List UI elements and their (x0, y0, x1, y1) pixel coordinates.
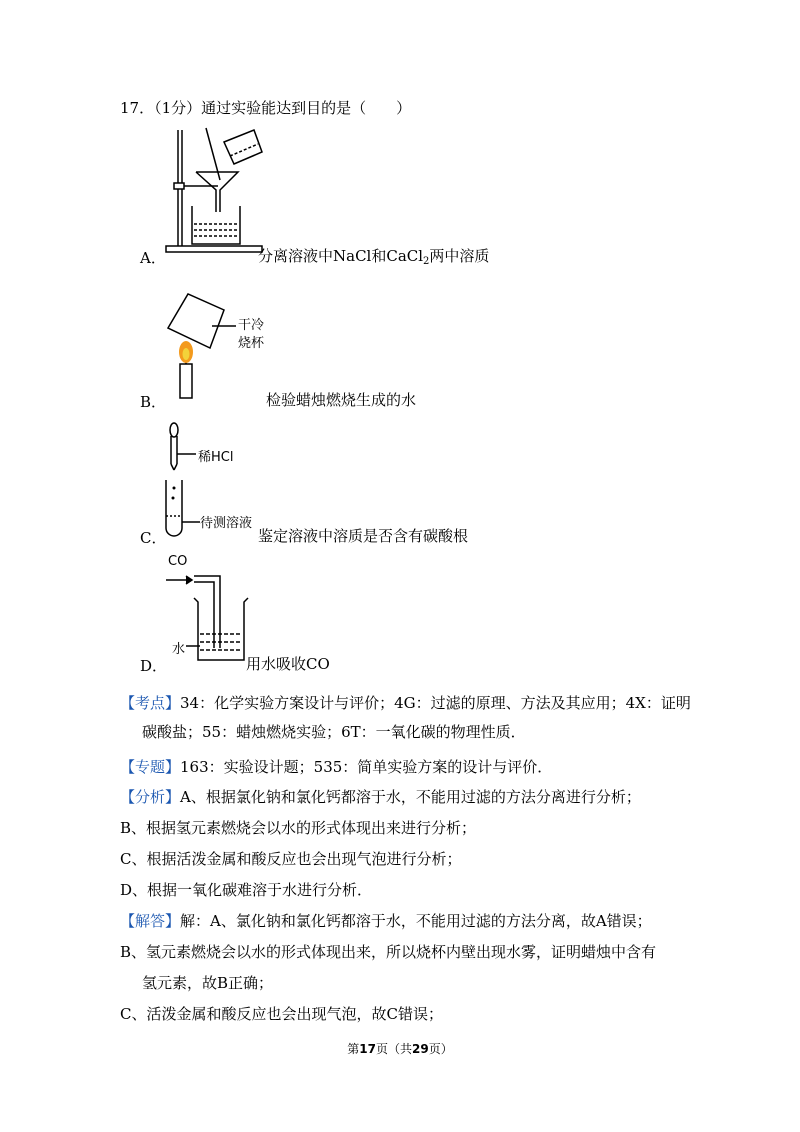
question-stem (120, 98, 411, 118)
question-score: （1分） (154, 99, 202, 117)
option-b-label-line2: 烧杯 (238, 336, 265, 351)
fenxi-line1: 【分析】A、根据氯化钠和氯化钙都溶于水，不能用过滤的方法分离进行分析； (120, 788, 641, 806)
option-b-caption: 检验蜡烛燃烧生成的水 (266, 391, 417, 409)
jieda-line4: C、活泼金属和酸反应也会出现气泡，故C错误； (120, 1005, 443, 1023)
fenxi-line4: D、根据一氧化碳难溶于水进行分析． (120, 881, 373, 899)
option-d-caption: 用水吸收CO (246, 655, 330, 673)
jieda-line3: 氢元素，故B正确； (142, 974, 274, 992)
option-c-solution-label: 待测溶液 (200, 516, 253, 531)
fenxi-tag: 【分析】 (120, 788, 181, 806)
option-a-caption: 分离溶液中NaCl和CaCl$_2$两中溶质 (258, 247, 490, 267)
option-a-letter: A． (140, 249, 166, 267)
option-c-acid-label: 稀HCl (198, 450, 234, 465)
kaodian-tag: 【考点】 (120, 694, 181, 712)
jieda-line1: 【解答】解：A、氯化钠和氯化钙都溶于水，不能用过滤的方法分离，故A错误； (120, 912, 652, 930)
option-d-letter: D． (140, 657, 168, 675)
filtration-apparatus-diagram (158, 128, 268, 258)
option-b-label-line1: 干冷 (238, 318, 265, 333)
jieda-tag: 【解答】 (120, 912, 181, 930)
question-text: 通过实验能达到目的是（ ） (201, 99, 412, 117)
option-d-water-label: 水 (172, 642, 186, 657)
question-number: 17． (120, 99, 155, 117)
jieda-line2: B、氢元素燃烧会以水的形式体现出来，所以烧杯内壁出现水雾，证明蜡烛中含有 (120, 943, 657, 961)
fenxi-line2: B、根据氢元素燃烧会以水的形式体现出来进行分析； (120, 819, 477, 837)
kaodian-line2: 碳酸盐；55：蜡烛燃烧实验；6T：一氧化碳的物理性质． (142, 723, 526, 741)
option-d-gas-label: CO (168, 554, 188, 569)
fenxi-line3: C、根据活泼金属和酸反应也会出现气泡进行分析； (120, 850, 462, 868)
option-c-letter: C． (140, 529, 167, 547)
page-footer: 第17页（共29页） (347, 1042, 453, 1056)
option-c-caption: 鉴定溶液中溶质是否含有碳酸根 (258, 527, 469, 545)
option-b-letter: B． (140, 393, 167, 411)
dropper-testtube-diagram (160, 420, 200, 540)
kaodian-line1: 【考点】34：化学实验方案设计与评价；4G：过滤的原理、方法及其应用；4X：证明 (120, 694, 691, 712)
footer-page-number: 17 (359, 1042, 376, 1056)
zhuanti-line: 【专题】163：实验设计题；535：简单实验方案的设计与评价． (120, 758, 553, 776)
zhuanti-tag: 【专题】 (120, 758, 181, 776)
footer-total-pages: 29 (412, 1042, 429, 1056)
